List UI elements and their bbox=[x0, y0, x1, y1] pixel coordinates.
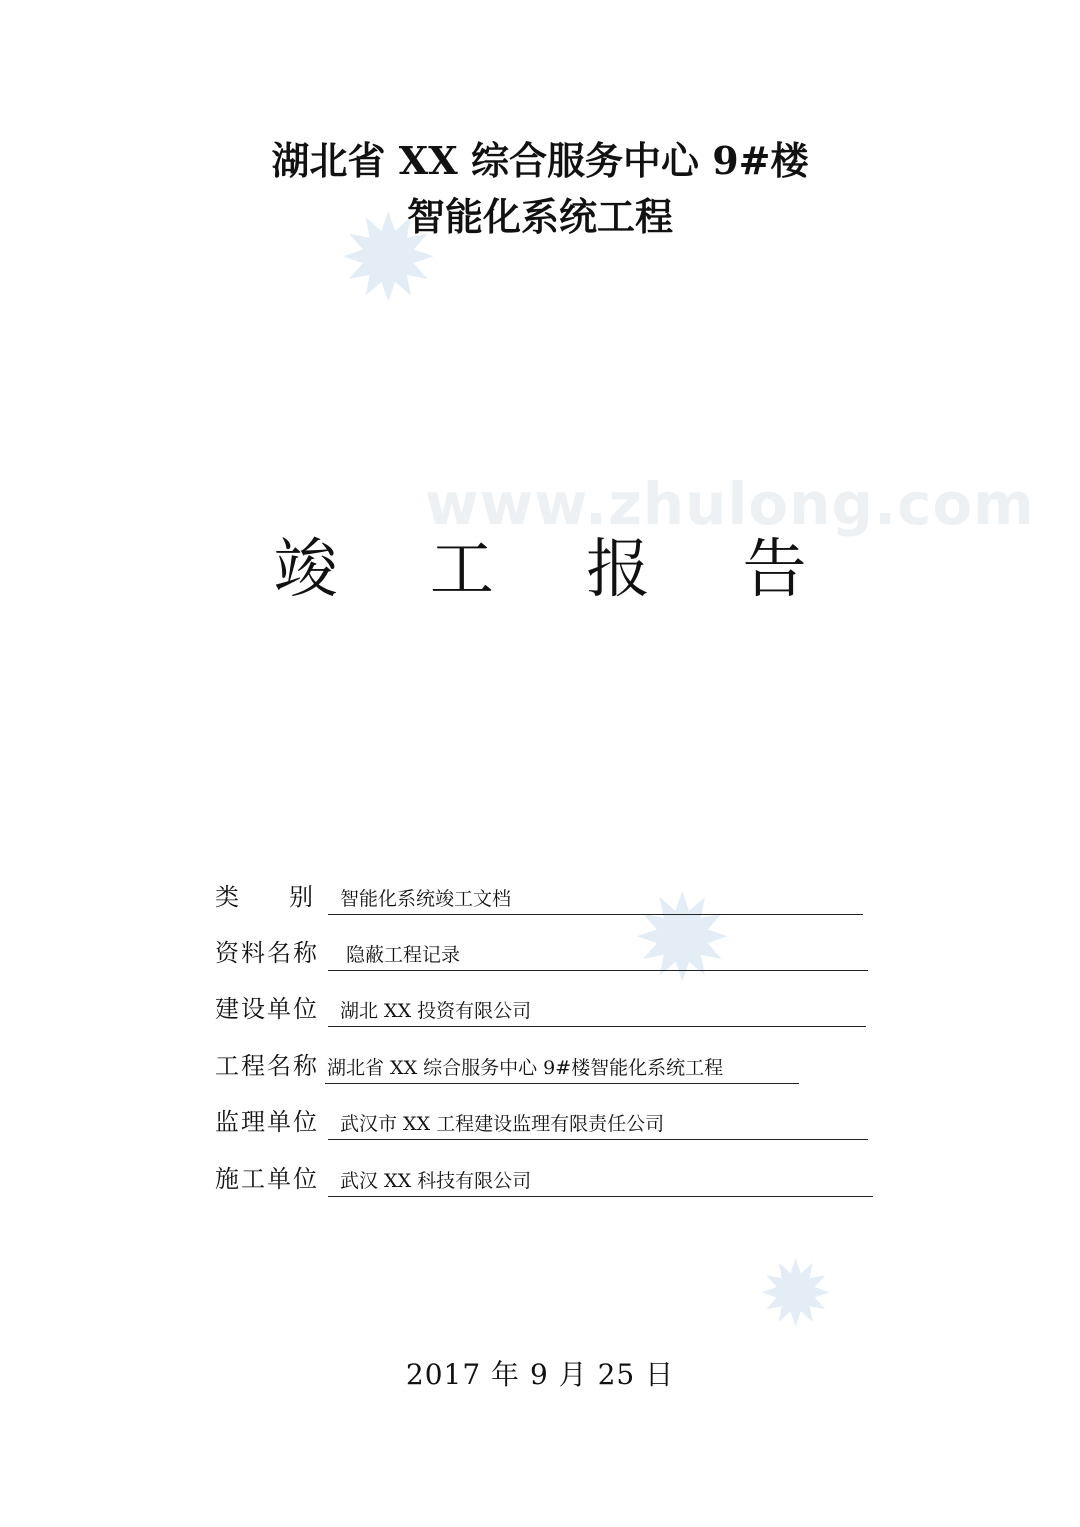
watermark-star-icon: ✹ bbox=[758, 1242, 834, 1347]
info-value: 湖北 XX 投资有限公司 bbox=[328, 996, 866, 1027]
watermark-star-icon: ✹ bbox=[632, 870, 733, 1009]
report-title: 竣 工 报 告 bbox=[273, 533, 843, 607]
info-label: 资料名称 bbox=[215, 939, 319, 967]
report-date: 2017 年 9 月 25 日 bbox=[405, 1358, 675, 1391]
info-value: 隐蔽工程记录 bbox=[328, 940, 868, 971]
info-label: 类别 bbox=[215, 883, 363, 911]
info-value: 智能化系统竣工文档 bbox=[328, 884, 863, 915]
info-value: 武汉 XX 科技有限公司 bbox=[328, 1166, 873, 1197]
info-label: 建设单位 bbox=[215, 995, 319, 1023]
info-label: 监理单位 bbox=[215, 1108, 319, 1136]
document-title-line2: 智能化系统工程 bbox=[406, 194, 673, 239]
info-label: 工程名称 bbox=[215, 1052, 319, 1080]
info-value: 湖北省 XX 综合服务中心 9#楼智能化系统工程 bbox=[325, 1053, 799, 1084]
watermark-text: www.zhulong.com bbox=[425, 470, 1035, 538]
info-value: 武汉市 XX 工程建设监理有限责任公司 bbox=[328, 1109, 868, 1140]
info-label: 施工单位 bbox=[215, 1165, 319, 1193]
document-title-line1: 湖北省 XX 综合服务中心 9#楼 bbox=[271, 138, 809, 183]
watermark-star-icon: ✹ bbox=[338, 190, 439, 329]
